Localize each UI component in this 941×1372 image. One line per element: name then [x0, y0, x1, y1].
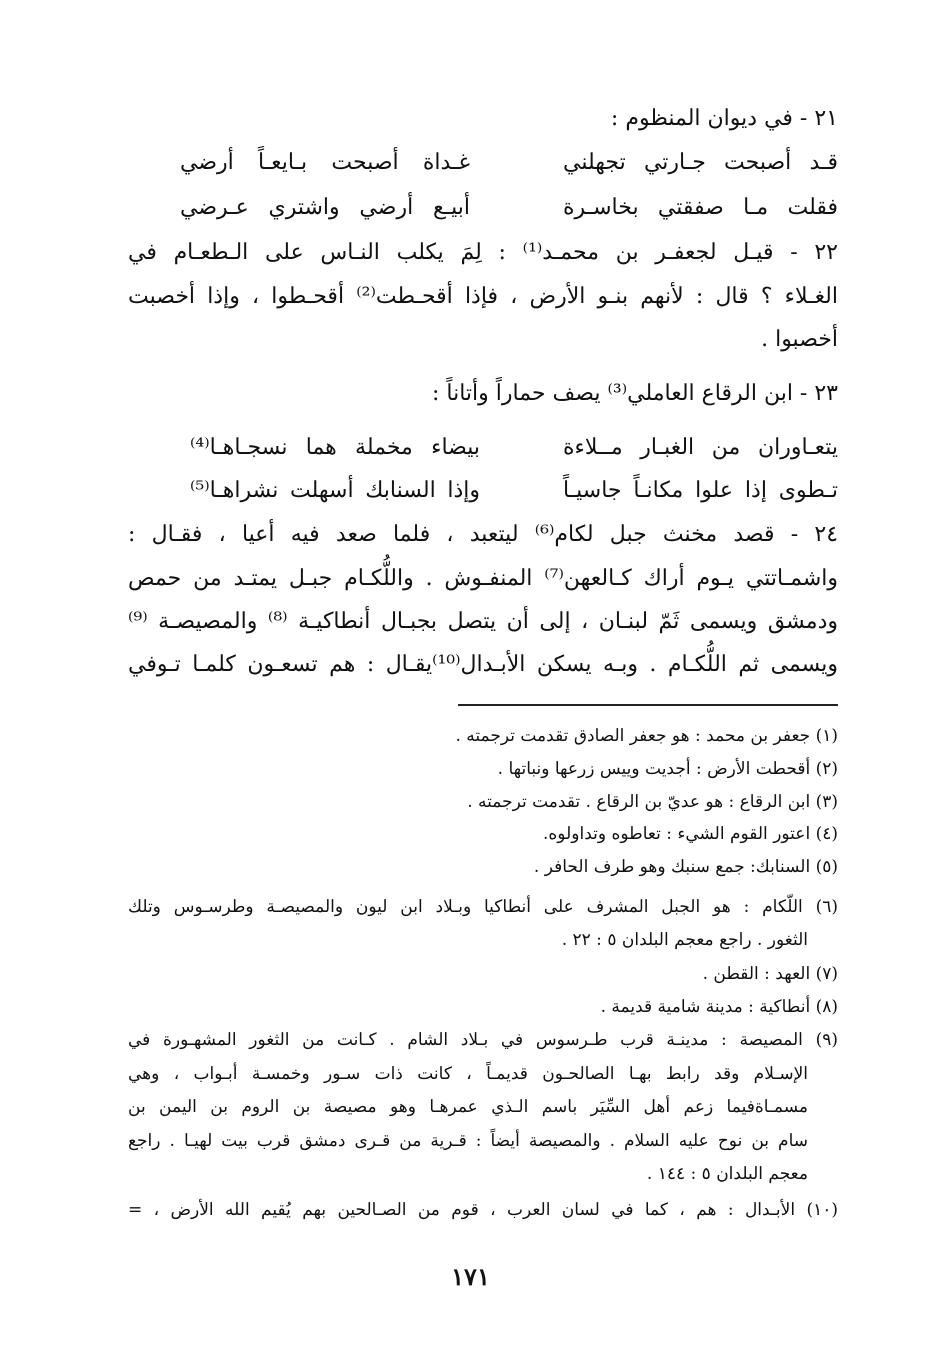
footnote-5: (٥) السنابك: جمع سنبك وهو طرف الحافر . — [533, 857, 838, 877]
verse-1 — [180, 150, 838, 175]
verse-4 — [190, 478, 838, 503]
verse-4-second-hemistich: وإذا السنابك أسهلت نشراهـا⁽⁵⁾ — [190, 478, 480, 503]
footnote-2: (٢) أقحطت الأرض : أجديت وييس زرعها ونباتها . — [497, 759, 838, 779]
footnote-9-line-4: سام بن نوح عليه السلام . والمصيصة أيضاً : قـرية من قـرى دمشق قرب بيت لهيـا . راجع — [128, 1131, 808, 1151]
footnote-separator — [458, 704, 838, 706]
item-24-line-3: ودمشق ويسمى ثَمّ لبنـان ، إلى أن يتصل بجبـال أنطاكيـة ⁽⁸⁾ والمصيصـة ⁽⁹⁾ — [128, 609, 838, 634]
verse-3 — [190, 435, 838, 460]
item-22-line-1: ٢٢ - قيـل لجعفـر بن محمـد⁽¹⁾ : لِمَ يكلب النـاس على الـطعـام في — [128, 240, 838, 265]
footnote-7: (٧) العهد : القطن . — [702, 964, 838, 984]
footnote-9-line-5: معجم البلدان ٥ : ١٤٤ . — [646, 1164, 808, 1184]
footnote-8: (٨) أنطاكية : مدينة شامية قديمة . — [600, 997, 838, 1017]
footnote-6-line-1: (٦) اللّكام : هو الجبل المشرف على أنطاكيا وبـلاد ابن ليون والمصيصـة وطرسـوس وتلك — [128, 897, 838, 917]
footnote-6-line-2: الثغور . راجع معجم البلدان ٥ : ٢٢ . — [561, 930, 808, 950]
item-22-line-3: أخصبوا . — [761, 327, 838, 352]
item-24-line-4: ويسمى ثم اللُّكـام . وبـه يسكن الأبـدال⁽¹⁰⁾يقـال : هم تسعـون كلمـا تـوفي — [128, 652, 838, 677]
verse-2 — [180, 195, 838, 220]
footnote-9-line-3: مسمـاةفيما زعم أهل السِّيَر باسم الـذي عمرهـا وهو مصيصة بن الروم بن اليمن بن — [128, 1097, 808, 1117]
verse-1-first-hemistich: قـد أصبحت جـارتي تجهلني — [563, 150, 838, 175]
footnote-4: (٤) اعتور القوم الشيء : تعاطوه وتداولوه. — [543, 824, 838, 844]
item-24-line-2: واشمـاتتي يـوم أراك كـالعهن⁽⁷⁾ المنفـوش . واللُّكـام جبـل يمتـد من حمص — [128, 566, 838, 591]
footnote-9-line-1: (٩) المصيصة : مدينـة قرب طـرسوس في بـلاد الشام . كـانت من الثغور المشهـورة في — [128, 1030, 838, 1050]
item-21-heading: ٢١ - في ديوان المنظوم : — [610, 106, 838, 131]
item-23-heading: ٢٣ - ابن الرقاع العاملي⁽³⁾ يصف حماراً وأتاناً : — [431, 381, 838, 406]
footnote-9-line-2: الإسـلام وقد رابط بهـا الصالحـون قديمـاً ، كانت ذات سـور وخمسـة أبـواب ، وهي — [128, 1064, 808, 1084]
verse-3-second-hemistich: بيضاء مخملة هما نسجـاهـا⁽⁴⁾ — [190, 435, 480, 460]
verse-2-second-hemistich: أبيـع أرضي واشتري عـرضي — [180, 195, 470, 220]
footnote-3: (٣) ابن الرقاع : هو عديّ بن الرقاع . تقدمت ترجمته . — [467, 792, 838, 812]
verse-3-first-hemistich: يتعـاوران من الغبـار مــلاءة — [563, 435, 838, 460]
page-number: ١٧١ — [451, 1262, 490, 1291]
footnote-1: (١) جعفر بن محمد : هو جعفر الصادق تقدمت ترجمته . — [455, 726, 838, 746]
verse-1-second-hemistich: غـداة أصبحت بـايعـاً أرضي — [180, 150, 470, 175]
footnote-10: (١٠) الأبـدال : هم ، كما في لسان العرب ، قوم من الصـالحين بهم يُقيم الله الأرض ، = — [128, 1200, 838, 1220]
verse-4-first-hemistich: تـطوى إذا علوا مكانـاً جاسيـاً — [563, 478, 838, 503]
item-24-line-1: ٢٤ - قصد مخنث جبل لكام⁽⁶⁾ ليتعبد ، فلما صعد فيه أعيا ، فقـال : — [128, 522, 839, 547]
verse-2-first-hemistich: فقلت مـا صفقتي بخاسـرة — [563, 195, 838, 220]
item-22-line-2: الغـلاء ؟ قال : لأنهم بنـو الأرض ، فإذا أقحـطت⁽²⁾ أقحـطوا ، وإذا أخصبت — [128, 284, 838, 309]
